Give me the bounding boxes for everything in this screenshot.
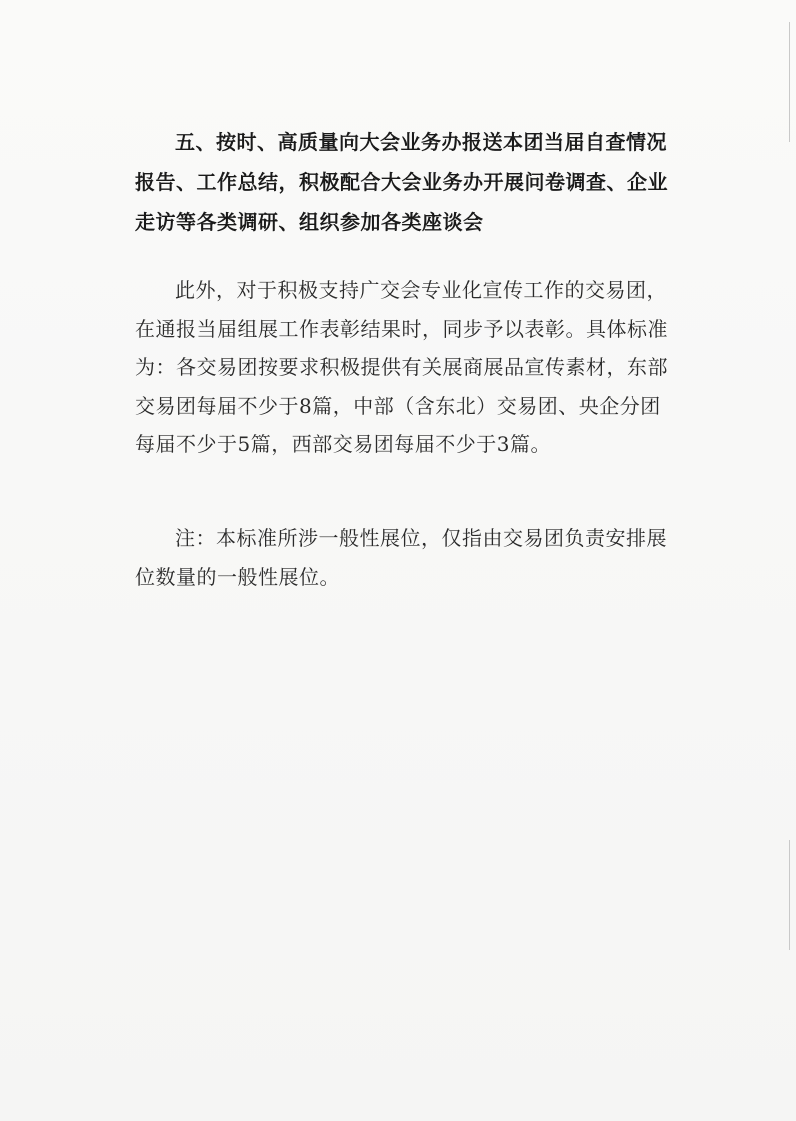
paragraph-line: 为：各交易团按要求积极提供有关展商展品宣传素材，东部 bbox=[135, 355, 668, 379]
paragraph-line: 五、按时、高质量向大会业务办报送本团当届自查情况 bbox=[175, 130, 667, 154]
scan-edge-line bbox=[789, 22, 790, 142]
paragraph-line: 每届不少于5篇，西部交易团每届不少于3篇。 bbox=[135, 432, 551, 456]
scan-edge-line bbox=[789, 840, 790, 950]
note-paragraph bbox=[135, 519, 670, 596]
paragraph-line: 位数量的一般性展位。 bbox=[135, 564, 340, 589]
recognition-paragraph bbox=[135, 271, 670, 464]
paragraph-line: 此外，对于积极支持广交会专业化宣传工作的交易团， bbox=[175, 278, 667, 302]
paragraph-line: 交易团每届不少于8篇，中部（含东北）交易团、央企分团 bbox=[135, 393, 661, 418]
paragraph-line: 注：本标准所涉一般性展位，仅指由交易团负责安排展 bbox=[175, 526, 667, 550]
paragraph-line: 在通报当届组展工作表彰结果时，同步予以表彰。具体标准 bbox=[135, 316, 668, 341]
item-five-paragraph bbox=[135, 122, 670, 242]
paragraph-line: 走访等各类调研、组织参加各类座谈会 bbox=[135, 210, 484, 234]
paragraph-line: 报告、工作总结，积极配合大会业务办开展问卷调查、企业 bbox=[135, 170, 668, 194]
